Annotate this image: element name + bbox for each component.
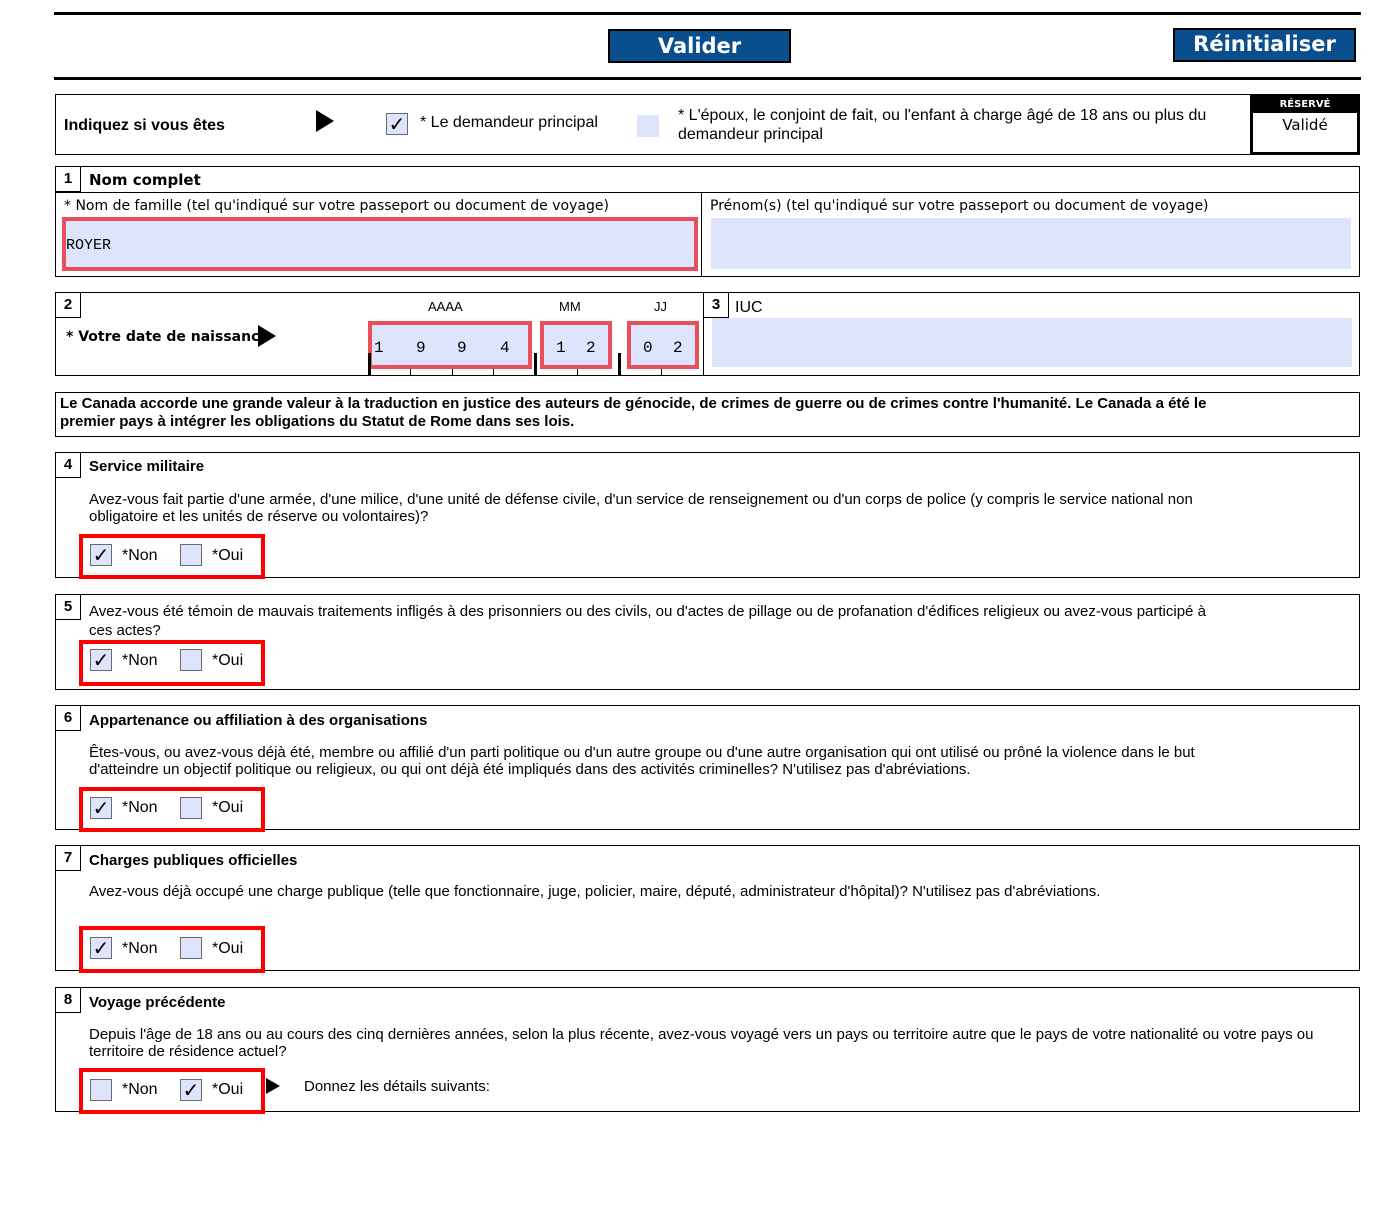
check-icon: ✓ bbox=[92, 648, 110, 672]
yes-label: *Oui bbox=[212, 652, 244, 669]
section-full-name bbox=[55, 166, 1360, 277]
question-text: Avez-vous été témoin de mauvais traitements infligés à des prisonniers ou des civils, ou d'actes de pillage ou de profanation d'édifices religieux ou avez-vous participé à ces actes? bbox=[89, 603, 1206, 639]
comb-tick bbox=[577, 369, 578, 375]
question-previous-travel bbox=[55, 987, 1360, 1112]
birth-year-input[interactable] bbox=[368, 321, 532, 369]
year-digit: 1 bbox=[374, 339, 384, 357]
question-title: Service militaire bbox=[89, 458, 205, 475]
birth-day-input[interactable] bbox=[627, 321, 699, 369]
yes-checkbox[interactable] bbox=[180, 544, 202, 566]
reset-button[interactable]: Réinitialiser bbox=[1173, 28, 1356, 62]
reserved-box bbox=[1250, 94, 1360, 155]
check-icon: ✓ bbox=[92, 543, 110, 567]
question-text: Depuis l'âge de 18 ans ou au cours des cinq dernières années, selon la plus récente, avez-vous voyagé vers un pays ou territoire autre que le pays de votre nationalité ou votre pays ou territoire de résidence actuel? bbox=[89, 1026, 1314, 1060]
no-checkbox[interactable] bbox=[90, 937, 112, 959]
top-rule bbox=[54, 12, 1361, 15]
year-digit: 4 bbox=[500, 339, 510, 357]
comb-tick bbox=[661, 369, 662, 375]
comb-tick bbox=[452, 369, 453, 375]
yes-label: *Oui bbox=[212, 547, 244, 564]
yes-checkbox[interactable] bbox=[180, 937, 202, 959]
no-label: *Non bbox=[122, 652, 158, 669]
day-label: JJ bbox=[654, 299, 667, 314]
validate-button[interactable]: Valider bbox=[608, 29, 791, 63]
yes-checkbox[interactable] bbox=[180, 797, 202, 819]
birth-month-input[interactable] bbox=[540, 321, 612, 369]
check-icon: ✓ bbox=[92, 936, 110, 960]
given-name-label: Prénom(s) (tel qu'indiqué sur votre passeport ou document de voyage) bbox=[710, 198, 1209, 214]
question-title: Voyage précédente bbox=[89, 994, 226, 1011]
section-number: 3 bbox=[704, 293, 729, 318]
principal-applicant-checkbox[interactable] bbox=[386, 113, 408, 135]
question-text: Avez-vous fait partie d'une armée, d'une milice, d'une unité de défense civile, d'un service de renseignement ou d'un corps de police (y compris le service national non obligatoire et les unités de réserve ou volontaires)? bbox=[89, 491, 1193, 525]
question-organization-membership bbox=[55, 705, 1360, 830]
month-label: MM bbox=[559, 299, 581, 314]
section-number: 4 bbox=[56, 453, 81, 478]
no-checkbox[interactable] bbox=[90, 649, 112, 671]
yes-label: *Oui bbox=[212, 1081, 244, 1098]
family-name-label: * Nom de famille (tel qu'indiqué sur votre passeport ou document de voyage) bbox=[64, 198, 609, 214]
applicant-type-row bbox=[55, 94, 1360, 155]
comb-tick bbox=[410, 369, 411, 375]
question-text: Avez-vous déjà occupé une charge publique (telle que fonctionnaire, juge, policier, maire, député, administrateur d'hôpital)? N'utilisez pas d'abréviations. bbox=[89, 883, 1101, 900]
section-number: 2 bbox=[56, 293, 81, 318]
family-name-input[interactable] bbox=[62, 217, 698, 271]
question-military-service bbox=[55, 452, 1360, 578]
year-digit: 9 bbox=[416, 339, 426, 357]
uci-input[interactable] bbox=[712, 318, 1352, 367]
no-label: *Non bbox=[122, 1081, 158, 1098]
question-title: Appartenance ou affiliation à des organisations bbox=[89, 712, 428, 729]
arrow-right-icon bbox=[316, 110, 334, 132]
no-label: *Non bbox=[122, 547, 158, 564]
yes-checkbox[interactable] bbox=[180, 1079, 202, 1101]
arrow-right-icon bbox=[266, 1078, 280, 1094]
year-label: AAAA bbox=[428, 299, 463, 314]
section-number: 5 bbox=[56, 595, 81, 620]
comb-tick bbox=[493, 369, 494, 375]
divider bbox=[56, 192, 1359, 193]
rome-statute-notice bbox=[55, 392, 1360, 437]
section-number: 1 bbox=[56, 167, 81, 192]
reserved-header: RÉSERVÉ bbox=[1253, 97, 1357, 113]
divider bbox=[701, 192, 702, 276]
yes-checkbox[interactable] bbox=[180, 649, 202, 671]
spouse-dependent-label: * L'époux, le conjoint de fait, ou l'enfant à charge âgé de 18 ans ou plus du demandeur principal bbox=[678, 107, 1207, 143]
check-icon: ✓ bbox=[92, 796, 110, 820]
day-digit: 2 bbox=[673, 339, 683, 357]
no-checkbox[interactable] bbox=[90, 797, 112, 819]
no-label: *Non bbox=[122, 940, 158, 957]
check-icon: ✓ bbox=[182, 1078, 200, 1102]
no-label: *Non bbox=[122, 799, 158, 816]
applicant-type-prompt: Indiquez si vous êtes bbox=[64, 117, 225, 134]
section-number: 7 bbox=[56, 846, 81, 871]
no-checkbox[interactable] bbox=[90, 544, 112, 566]
toolbar-bottom-rule bbox=[54, 77, 1361, 80]
details-label: Donnez les détails suivants: bbox=[304, 1078, 490, 1095]
section-birth-date bbox=[55, 292, 1360, 376]
section-number: 8 bbox=[56, 988, 81, 1013]
family-name-value: ROYER bbox=[66, 237, 112, 254]
arrow-right-icon bbox=[258, 325, 276, 347]
principal-applicant-label: * Le demandeur principal bbox=[420, 114, 598, 131]
section-number: 6 bbox=[56, 706, 81, 731]
question-public-office bbox=[55, 845, 1360, 971]
uci-label: IUC bbox=[735, 299, 763, 316]
year-digit: 9 bbox=[457, 339, 467, 357]
question-witness-mistreatment bbox=[55, 594, 1360, 690]
question-text: Êtes-vous, ou avez-vous déjà été, membre ou affilié d'un parti politique ou d'un autre groupe ou d'une autre organisation qui ont utilisé ou prôné la violence dans le but d'atteindre un objectif politique ou religieux, ou qui ont déjà été impliqués dans des activités criminelles? N'utilisez pas d'abréviations. bbox=[89, 744, 1195, 778]
no-checkbox[interactable] bbox=[90, 1079, 112, 1101]
check-icon: ✓ bbox=[388, 112, 406, 136]
given-name-input[interactable] bbox=[711, 218, 1351, 269]
yes-label: *Oui bbox=[212, 799, 244, 816]
spouse-dependent-checkbox[interactable] bbox=[637, 115, 659, 137]
section-title: Nom complet bbox=[89, 171, 201, 189]
month-digit: 2 bbox=[586, 339, 596, 357]
notice-text: Le Canada accorde une grande valeur à la traduction en justice des auteurs de génocide, de crimes de guerre ou de crimes contre l'humanité. Le Canada a été le premier pays à intégrer les obligations du Statut de Rome dans ses lois. bbox=[60, 395, 1207, 430]
birth-date-label: * Votre date de naissance bbox=[66, 329, 269, 345]
comb-separator bbox=[368, 353, 371, 375]
question-title: Charges publiques officielles bbox=[89, 852, 298, 869]
month-digit: 1 bbox=[556, 339, 566, 357]
comb-separator bbox=[534, 353, 537, 375]
day-digit: 0 bbox=[643, 339, 653, 357]
yes-label: *Oui bbox=[212, 940, 244, 957]
comb-separator bbox=[618, 353, 621, 375]
reserved-status: Validé bbox=[1282, 116, 1328, 134]
